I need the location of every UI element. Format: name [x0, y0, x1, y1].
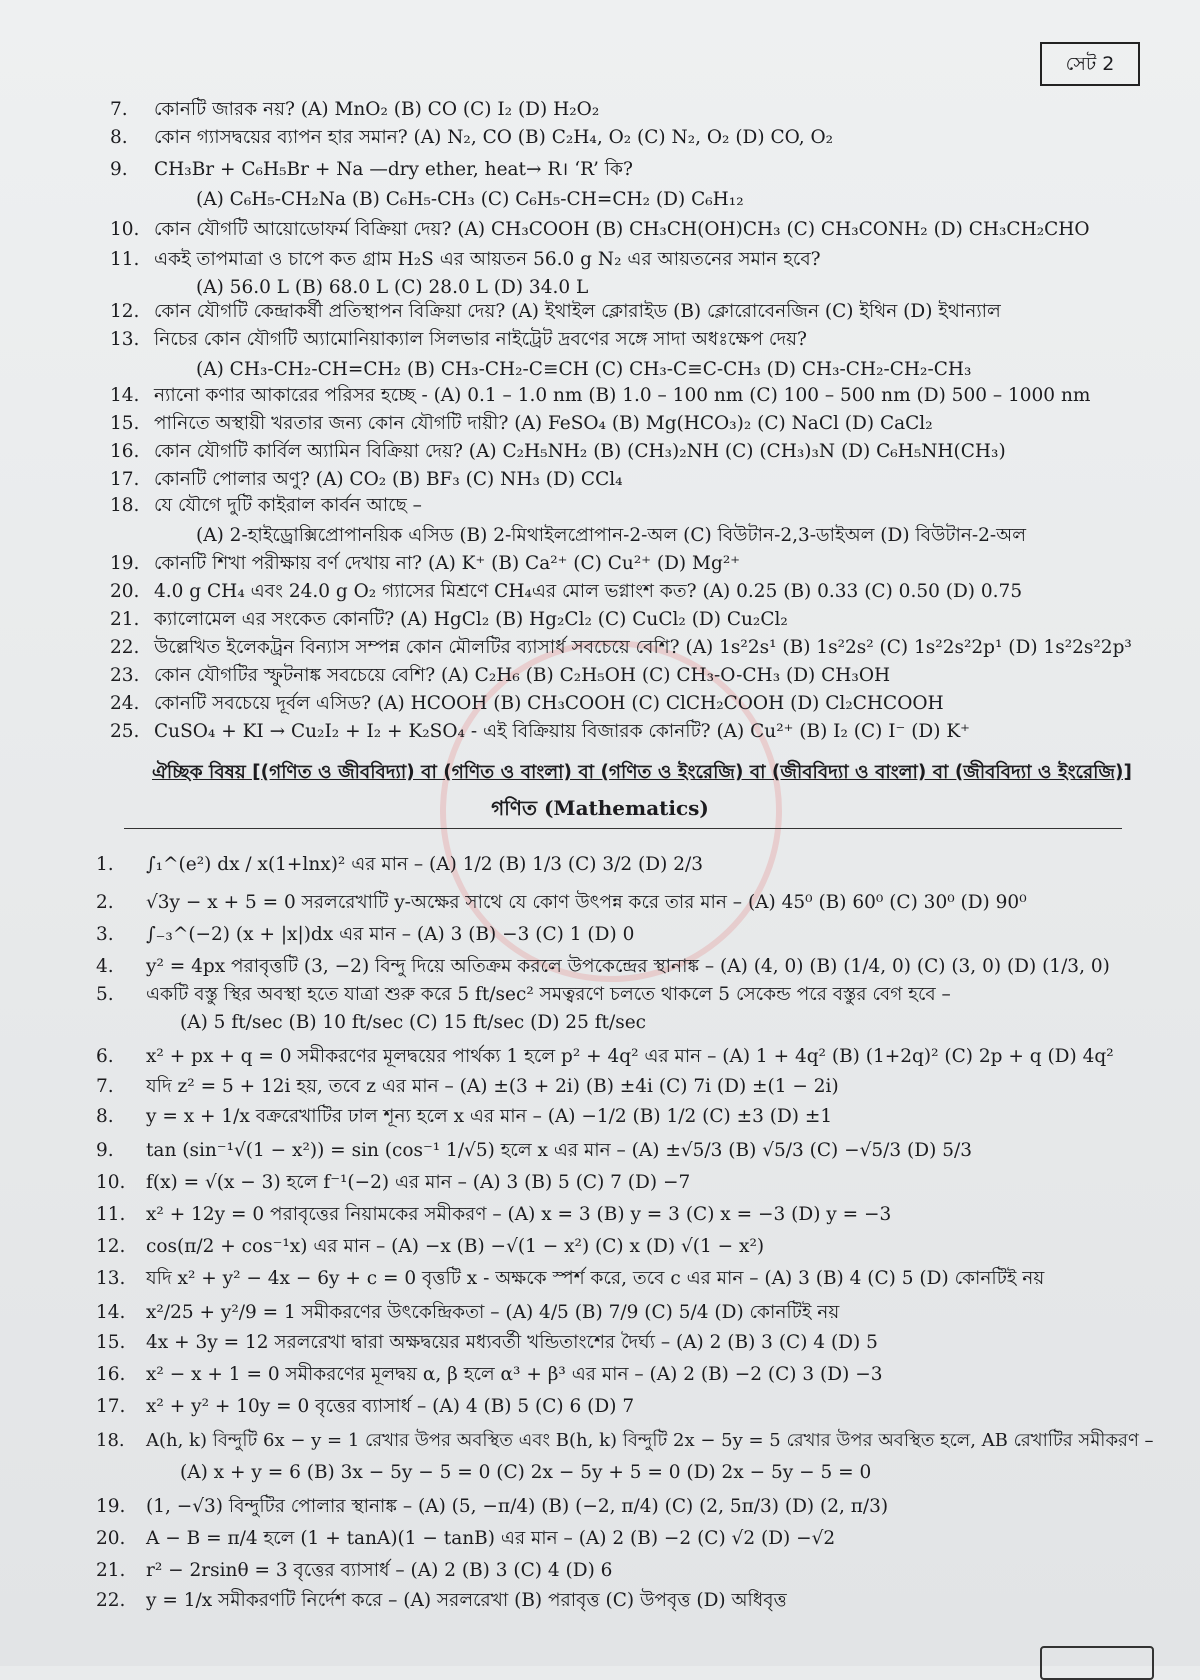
question-text: tan (sin⁻¹√(1 − x²)) = sin (cos⁻¹ 1/√5) হলে x এর মান – (A) ±√5/3 (B) √5/3 (C) −√5/3 (D) 5/3	[146, 1140, 972, 1161]
question-text: y = x + 1/x বক্ররেখাটির ঢাল শূন্য হলে x এর মান – (A) −1/2 (B) 1/2 (C) ±3 (D) ±1	[146, 1106, 833, 1127]
math-question	[96, 1138, 972, 1164]
question-text: একই তাপমাত্রা ও চাপে কত গ্রাম H₂S এর আয়তন 56.0 g N₂ এর আয়তনের সমান হবে?	[154, 249, 821, 270]
question-text: y = 1/x সমীকরণটি নির্দেশ করে – (A) সরলরেখা (B) পরাবৃত্ত (C) উপবৃত্ত (D) অধিবৃত্ত	[146, 1590, 787, 1611]
question-text: ∫₋₃^(−2) (x + |x|)dx এর মান – (A) 3 (B) −3 (C) 1 (D) 0	[146, 924, 635, 945]
question-number: 12.	[96, 1236, 126, 1257]
question-number: 14.	[96, 1302, 126, 1323]
question-number: 18.	[110, 495, 140, 516]
question-text: A − B = π/4 হলে (1 + tanA)(1 − tanB) এর মান – (A) 2 (B) −2 (C) √2 (D) −√2	[146, 1528, 836, 1549]
math-question	[96, 852, 703, 878]
math-question	[180, 1460, 871, 1486]
question-number: 2.	[96, 892, 114, 913]
question-number: 8.	[110, 127, 128, 148]
math-question	[96, 1044, 1114, 1070]
chemistry-question	[196, 524, 1160, 548]
question-number: 13.	[110, 329, 140, 350]
question-text: কোন যৌগটি কার্বিল অ্যামিন বিক্রিয়া দেয়? (A) C₂H₅NH₂ (B) (CH₃)₂NH (C) (CH₃)₃N (D) C₆H₅NH(CH₃)	[154, 441, 1006, 462]
math-question	[96, 1202, 891, 1228]
chemistry-question	[110, 720, 1160, 744]
question-number: 13.	[96, 1268, 126, 1289]
question-text: নিচের কোন যৌগটি অ্যামোনিয়াক্যাল সিলভার নাইট্রেট দ্রবণের সঙ্গে সাদা অধঃক্ষেপ দেয়?	[154, 329, 807, 350]
math-heading: গণিত (Mathematics)	[491, 796, 709, 820]
question-text: যদি z² = 5 + 12i হয়, তবে z এর মান – (A) ±(3 + 2i) (B) ±4i (C) 7i (D) ±(1 − 2i)	[146, 1076, 839, 1097]
math-question	[96, 1170, 690, 1196]
question-text: x² + 12y = 0 পরাবৃত্তের নিয়ামকের সমীকরণ – (A) x = 3 (B) y = 3 (C) x = −3 (D) y = −3	[146, 1204, 892, 1225]
question-number: 10.	[110, 219, 140, 240]
question-text: কোন যৌগটির স্ফুটনাঙ্ক সবচেয়ে বেশি? (A) C₂H₆ (B) C₂H₅OH (C) CH₃-O-CH₃ (D) CH₃OH	[154, 665, 891, 686]
question-text: কোন গ্যাসদ্বয়ের ব্যাপন হার সমান? (A) N₂, CO (B) C₂H₄, O₂ (C) N₂, O₂ (D) CO, O₂	[154, 127, 834, 148]
math-question	[96, 1104, 832, 1130]
question-text: cos(π/2 + cos⁻¹x) এর মান – (A) −x (B) −√(1 − x²) (C) x (D) √(1 − x²)	[146, 1236, 765, 1257]
chemistry-question	[110, 158, 1160, 182]
math-question	[180, 1010, 646, 1036]
math-question	[96, 1526, 835, 1552]
question-text: CuSO₄ + KI → Cu₂I₂ + I₂ + K₂SO₄ - এই বিক্রিয়ায় বিজারক কোনটি? (A) Cu²⁺ (B) I₂ (C) I⁻ (D) K⁺	[154, 721, 970, 742]
math-question	[96, 1330, 878, 1356]
question-text: একটি বস্তু স্থির অবস্থা হতে যাত্রা শুরু করে 5 ft/sec² সমত্বরণে চলতে থাকলে 5 সেকেন্ড পরে বস্তুর বেগ হবে –	[146, 984, 951, 1005]
question-text: ন্যানো কণার আকারের পরিসর হচ্ছে - (A) 0.1 – 1.0 nm (B) 1.0 – 100 nm (C) 100 – 500 nm (D) 500 – 1000 nm	[154, 385, 1091, 406]
question-number: 7.	[110, 99, 128, 120]
math-question	[96, 982, 951, 1008]
question-text: (A) 5 ft/sec (B) 10 ft/sec (C) 15 ft/sec (D) 25 ft/sec	[180, 1012, 647, 1033]
question-number: 8.	[96, 1106, 114, 1127]
math-question	[96, 890, 1027, 916]
question-number: 10.	[96, 1172, 126, 1193]
math-question	[96, 1300, 839, 1326]
question-number: 9.	[96, 1140, 114, 1161]
chemistry-question	[110, 126, 1160, 150]
chemistry-question	[196, 358, 1160, 382]
question-text: CH₃Br + C₆H₅Br + Na —dry ether, heat→ R। ‘R’ কি?	[154, 159, 633, 180]
question-number: 14.	[110, 385, 140, 406]
question-text: x²/25 + y²/9 = 1 সমীকরণের উৎকেন্দ্রিকতা – (A) 4/5 (B) 7/9 (C) 5/4 (D) কোনটিই নয়	[146, 1302, 840, 1323]
elective-heading: ঐচ্ছিক বিষয় [(গণিত ও জীববিদ্যা) বা (গণিত ও বাংলা) বা (গণিত ও ইংরেজি) বা (জীববিদ্যা ও বাংলা) বা (জীববিদ্যা ও ইংরেজি)]	[152, 762, 1132, 783]
chemistry-question	[110, 692, 1160, 716]
math-question	[96, 1266, 1044, 1292]
question-text: x² + px + q = 0 সমীকরণের মূলদ্বয়ের পার্থক্য 1 হলে p² + 4q² এর মান – (A) 1 + 4q² (B) (1+2q)² (C) 2p + q (D) 4q²	[146, 1046, 1114, 1067]
chemistry-question	[110, 384, 1160, 408]
question-text: 4.0 g CH₄ এবং 24.0 g O₂ গ্যাসের মিশ্রণে CH₄এর মোল ভগ্নাংশ কত? (A) 0.25 (B) 0.33 (C) 0.50 (D) 0.75	[154, 581, 1023, 602]
question-number: 6.	[96, 1046, 114, 1067]
chemistry-question	[110, 608, 1160, 632]
question-number: 25.	[110, 721, 140, 742]
question-text: কোন যৌগটি কেন্দ্রাকর্ষী প্রতিস্থাপন বিক্রিয়া দেয়? (A) ইথাইল ক্লোরাইড (B) ক্লোরোবেনজিন (C) ইথিন (D) ইথান্যাল	[154, 301, 1001, 322]
question-number: 16.	[96, 1364, 126, 1385]
question-text: পানিতে অস্থায়ী খরতার জন্য কোন যৌগটি দায়ী? (A) FeSO₄ (B) Mg(HCO₃)₂ (C) NaCl (D) CaCl₂	[154, 413, 933, 434]
math-question	[96, 922, 634, 948]
question-number: 24.	[110, 693, 140, 714]
question-text: x² + y² + 10y = 0 বৃত্তের ব্যাসার্ধ – (A) 4 (B) 5 (C) 6 (D) 7	[146, 1396, 635, 1417]
question-text: ক্যালোমেল এর সংকেত কোনটি? (A) HgCl₂ (B) Hg₂Cl₂ (C) CuCl₂ (D) Cu₂Cl₂	[154, 609, 788, 630]
question-text: (A) x + y = 6 (B) 3x − 5y − 5 = 0 (C) 2x − 5y + 5 = 0 (D) 2x − 5y − 5 = 0	[180, 1462, 872, 1483]
math-question	[96, 1394, 634, 1420]
question-number: 1.	[96, 854, 114, 875]
question-text: √3y − x + 5 = 0 সরলরেখাটি y-অক্ষের সাথে যে কোণ উৎপন্ন করে তার মান – (A) 45⁰ (B) 60⁰ (C) 30⁰ (D) 90⁰	[146, 892, 1027, 913]
question-text: A(h, k) বিন্দুটি 6x − y = 1 রেখার উপর অবস্থিত এবং B(h, k) বিন্দুটি 2x − 5y = 5 রেখার উপর অবস্থিত হলে, AB রেখাটির সমীকরণ –	[146, 1430, 1154, 1451]
question-text: উল্লেখিত ইলেকট্রন বিন্যাস সম্পন্ন কোন মৌলটির ব্যাসার্ধ সবচেয়ে বেশি? (A) 1s²2s¹ (B) 1s²2s² (C) 1s²2s²2p¹ (D) 1s²2s²2p³	[154, 637, 1132, 658]
chemistry-question	[110, 580, 1160, 604]
chemistry-question	[110, 468, 1160, 492]
math-question	[96, 954, 1110, 980]
math-question	[96, 1074, 839, 1100]
question-number: 23.	[110, 665, 140, 686]
question-number: 17.	[110, 469, 140, 490]
question-text: y² = 4px পরাবৃত্তটি (3, −2) বিন্দু দিয়ে অতিক্রম করলে উপকেন্দ্রের স্থানাঙ্ক – (A) (4, 0) (B) (1/4, 0) (C) (3, 0) (D) (1/3, 0)	[146, 956, 1110, 977]
chemistry-question	[110, 248, 1160, 272]
question-text: ∫₁^(e²) dx / x(1+lnx)² এর মান – (A) 1/2 (B) 1/3 (C) 3/2 (D) 2/3	[146, 854, 703, 875]
chemistry-question	[110, 300, 1160, 324]
math-question	[96, 1558, 612, 1584]
question-number: 15.	[110, 413, 140, 434]
question-text: (A) 2-হাইড্রোক্সিপ্রোপানয়িক এসিড (B) 2-মিথাইলপ্রোপান-2-অল (C) বিউটান-2,3-ডাইঅল (D) বিউটান-2-অল	[196, 525, 1026, 546]
chemistry-question	[196, 188, 1160, 212]
question-text: যে যৌগে দুটি কাইরাল কার্বন আছে –	[154, 495, 422, 516]
question-number: 16.	[110, 441, 140, 462]
question-text: কোনটি জারক নয়? (A) MnO₂ (B) CO (C) I₂ (D) H₂O₂	[154, 99, 600, 120]
chemistry-question	[110, 664, 1160, 688]
question-text: কোনটি পোলার অণু? (A) CO₂ (B) BF₃ (C) NH₃ (D) CCl₄	[154, 469, 623, 490]
question-text: কোনটি সবচেয়ে দূর্বল এসিড? (A) HCOOH (B) CH₃COOH (C) ClCH₂COOH (D) Cl₂CHCOOH	[154, 693, 944, 714]
question-text: (A) 56.0 L (B) 68.0 L (C) 28.0 L (D) 34.0 L	[196, 277, 589, 298]
question-text: কোনটি শিখা পরীক্ষায় বর্ণ দেখায় না? (A) K⁺ (B) Ca²⁺ (C) Cu²⁺ (D) Mg²⁺	[154, 553, 741, 574]
question-number: 20.	[110, 581, 140, 602]
chemistry-question	[110, 98, 1160, 122]
question-number: 18.	[96, 1430, 125, 1451]
question-number: 15.	[96, 1332, 126, 1353]
chemistry-question	[110, 494, 1160, 518]
chemistry-question	[110, 218, 1160, 242]
question-text: (A) C₆H₅-CH₂Na (B) C₆H₅-CH₃ (C) C₆H₅-CH=CH₂ (D) C₆H₁₂	[196, 189, 744, 210]
math-question	[96, 1494, 888, 1520]
chemistry-question	[110, 412, 1160, 436]
chemistry-question	[110, 328, 1160, 352]
question-number: 19.	[96, 1496, 126, 1517]
math-question	[96, 1234, 764, 1260]
chemistry-question	[110, 440, 1160, 464]
question-number: 11.	[96, 1204, 126, 1225]
math-question	[96, 1428, 1154, 1454]
question-text: (1, −√3) বিন্দুটির পোলার স্থানাঙ্ক – (A) (5, −π/4) (B) (−2, π/4) (C) (2, 5π/3) (D) (2, π/3)	[146, 1496, 889, 1517]
page-number-box	[1040, 1646, 1154, 1680]
question-number: 12.	[110, 301, 140, 322]
math-question	[96, 1362, 882, 1388]
question-number: 22.	[96, 1590, 126, 1611]
chemistry-question	[110, 636, 1160, 660]
question-text: f(x) = √(x − 3) হলে f⁻¹(−2) এর মান – (A) 3 (B) 5 (C) 7 (D) −7	[146, 1172, 691, 1193]
chemistry-question	[196, 276, 1160, 300]
question-text: r² − 2rsinθ = 3 বৃত্তের ব্যাসার্ধ – (A) 2 (B) 3 (C) 4 (D) 6	[146, 1560, 613, 1581]
question-number: 11.	[110, 249, 140, 270]
question-number: 20.	[96, 1528, 126, 1549]
question-text: 4x + 3y = 12 সরলরেখা দ্বারা অক্ষদ্বয়ের মধ্যবর্তী খন্ডিতাংশের দৈর্ঘ্য – (A) 2 (B) 3 (C) 4 (D) 5	[146, 1332, 878, 1353]
question-text: x² − x + 1 = 0 সমীকরণের মূলদ্বয় α, β হলে α³ + β³ এর মান – (A) 2 (B) −2 (C) 3 (D) −3	[146, 1364, 883, 1385]
question-text: কোন যৌগটি আয়োডোফর্ম বিক্রিয়া দেয়? (A) CH₃COOH (B) CH₃CH(OH)CH₃ (C) CH₃CONH₂ (D) CH₃CH₂CHO	[154, 219, 1090, 240]
question-number: 19.	[110, 553, 140, 574]
chemistry-question	[110, 552, 1160, 576]
question-number: 3.	[96, 924, 114, 945]
question-number: 9.	[110, 159, 128, 180]
question-number: 17.	[96, 1396, 126, 1417]
question-number: 22.	[110, 637, 140, 658]
set-label: সেট 2	[1040, 42, 1140, 86]
question-text: যদি x² + y² − 4x − 6y + c = 0 বৃত্তটি x - অক্ষকে স্পর্শ করে, তবে c এর মান – (A) 3 (B) 4 (C) 5 (D) কোনটিই নয়	[146, 1268, 1045, 1289]
divider	[124, 828, 1122, 829]
question-text: (A) CH₃-CH₂-CH=CH₂ (B) CH₃-CH₂-C≡CH (C) CH₃-C≡C-CH₃ (D) CH₃-CH₂-CH₂-CH₃	[196, 359, 972, 380]
question-number: 21.	[96, 1560, 126, 1581]
question-number: 4.	[96, 956, 114, 977]
question-number: 7.	[96, 1076, 114, 1097]
question-number: 21.	[110, 609, 140, 630]
question-number: 5.	[96, 984, 114, 1005]
math-question	[96, 1588, 787, 1614]
